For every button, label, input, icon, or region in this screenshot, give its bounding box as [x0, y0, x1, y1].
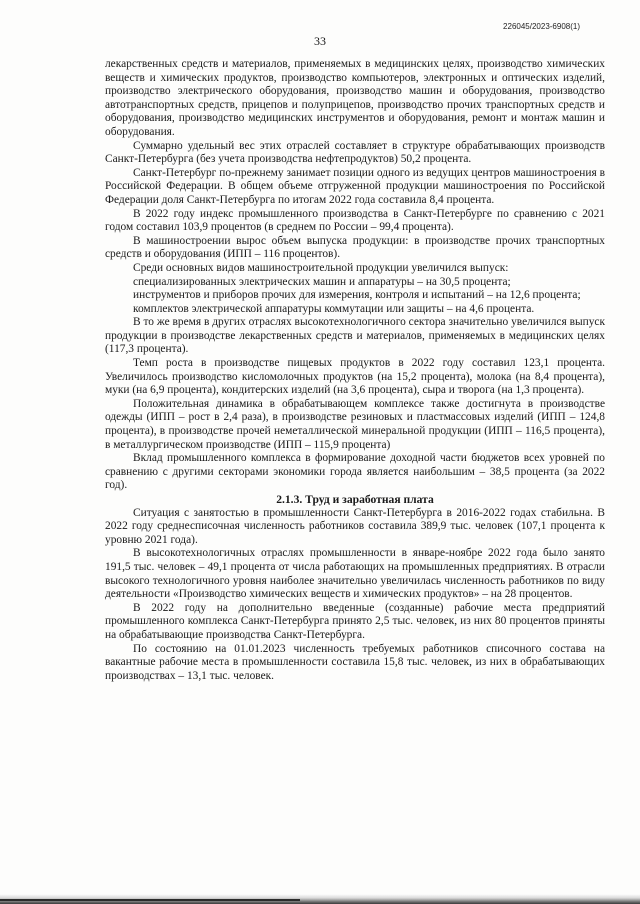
- section-heading: 2.1.3. Труд и заработная плата: [276, 493, 434, 506]
- paragraph: Положительная динамика в обрабатывающем комплексе также достигнута в производстве одежды (ИПП – рост в 2,4 раза), в производстве резиновых и пластмассовых изделий (ИПП – 124,8 процента), в производстве прочей неметаллической минеральной продукции (ИПП – 116,5 процента), в металлургическом производстве (ИПП – 115,9 процента): [105, 397, 605, 451]
- scan-edge-line: [0, 899, 300, 901]
- paragraph: В высокотехнологичных отраслях промышленности в январе-ноябре 2022 года было занято 191,5 тыс. человек – 49,1 процента от числа работающих на промышленных предприятиях. В отрасли высокого технологичного уровня наиболее значительно увеличилась численность работников по виду деятельности «Производство химических веществ и химических продуктов» – на 28 процентов.: [105, 547, 605, 601]
- list-item: специализированных электрических машин и аппаратуры – на 30,5 процента;: [133, 275, 511, 288]
- paragraph: Вклад промышленного комплекса в формирование доходной части бюджетов всех уровней по сравнению с другими секторами экономики города является наибольшим – 38,5 процента (за 2022 год).: [105, 452, 605, 492]
- paragraph: Санкт-Петербург по-прежнему занимает позиции одного из ведущих центров машиностроения в Российской Федерации. В общем объеме отгруженной продукции машиностроения по Российской Федерации доля Санкт-Петербурга по итогам 2022 года составила 8,4 процента.: [105, 166, 605, 206]
- scan-edge-shadow: [0, 894, 640, 904]
- page-number: 33: [314, 34, 326, 48]
- paragraph: Темп роста в производстве пищевых продуктов в 2022 году составил 123,1 процента. Увеличилось производство кисломолочных продуктов (на 15,2 процента), молока (на 8,4 процента), муки (на 6,9 процента), кондитерских изделий (на 3,6 процента), сыра и творога (на 1,3 процента).: [105, 357, 605, 397]
- paragraph: В 2022 году индекс промышленного производства в Санкт-Петербурге по сравнению с 2021 годом составил 103,9 процентов (в среднем по России – 99,4 процента).: [105, 207, 605, 234]
- paragraph: В машиностроении вырос объем выпуска продукции: в производстве прочих транспортных средств и оборудования (ИПП – 116 процентов).: [105, 234, 605, 261]
- list-intro: Среди основных видов машиностроительной продукции увеличился выпуск:: [133, 261, 509, 274]
- list-item: инструментов и приборов прочих для измерения, контроля и испытаний – на 12,6 процента;: [133, 289, 581, 302]
- paragraph: В то же время в других отраслях высокотехнологичного сектора значительно увеличился выпуск продукции в производстве лекарственных средств и материалов, применяемых в медицинских целях (117,3 процента).: [105, 316, 605, 356]
- list-item: комплектов электрической аппаратуры коммутации или защиты – на 4,6 процента.: [133, 302, 535, 315]
- document-reference-number: 226045/2023-6908(1): [503, 22, 580, 31]
- paragraph: В 2022 году на дополнительно введенные (созданные) рабочие места предприятий промышленного комплекса Санкт-Петербурга принято 2,5 тыс. человек, из них 80 процентов приняты на обрабатывающие производства Санкт-Петербурга.: [105, 601, 605, 641]
- paragraph: Суммарно удельный вес этих отраслей составляет в структуре обрабатывающих производств Санкт-Петербурга (без учета производства нефтепродуктов) 50,2 процента.: [105, 139, 605, 166]
- document-body: [105, 58, 605, 683]
- paragraph: Ситуация с занятостью в промышленности Санкт-Петербурга в 2016-2022 годах стабильна. В 2022 году среднесписочная численность работников составила 389,9 тыс. человек (107,1 процента к уровню 2021 года).: [105, 506, 605, 546]
- paragraph: По состоянию на 01.01.2023 численность требуемых работников списочного состава на вакантные рабочие места в промышленности составила 15,8 тыс. человек, из них в обрабатывающих производствах – 13,1 тыс. человек.: [105, 642, 605, 682]
- paragraph-continuation: лекарственных средств и материалов, применяемых в медицинских целях, производство химических веществ и химических продуктов, производство компьютеров, электронных и оптических изделий, производство электрического оборудования, производство машин и оборудования, производство автотранспортных средств, прицепов и полуприцепов, производство прочих транспортных средств и оборудования, производство медицинских инструментов и оборудования, ремонт и монтаж машин и оборудования.: [105, 58, 605, 138]
